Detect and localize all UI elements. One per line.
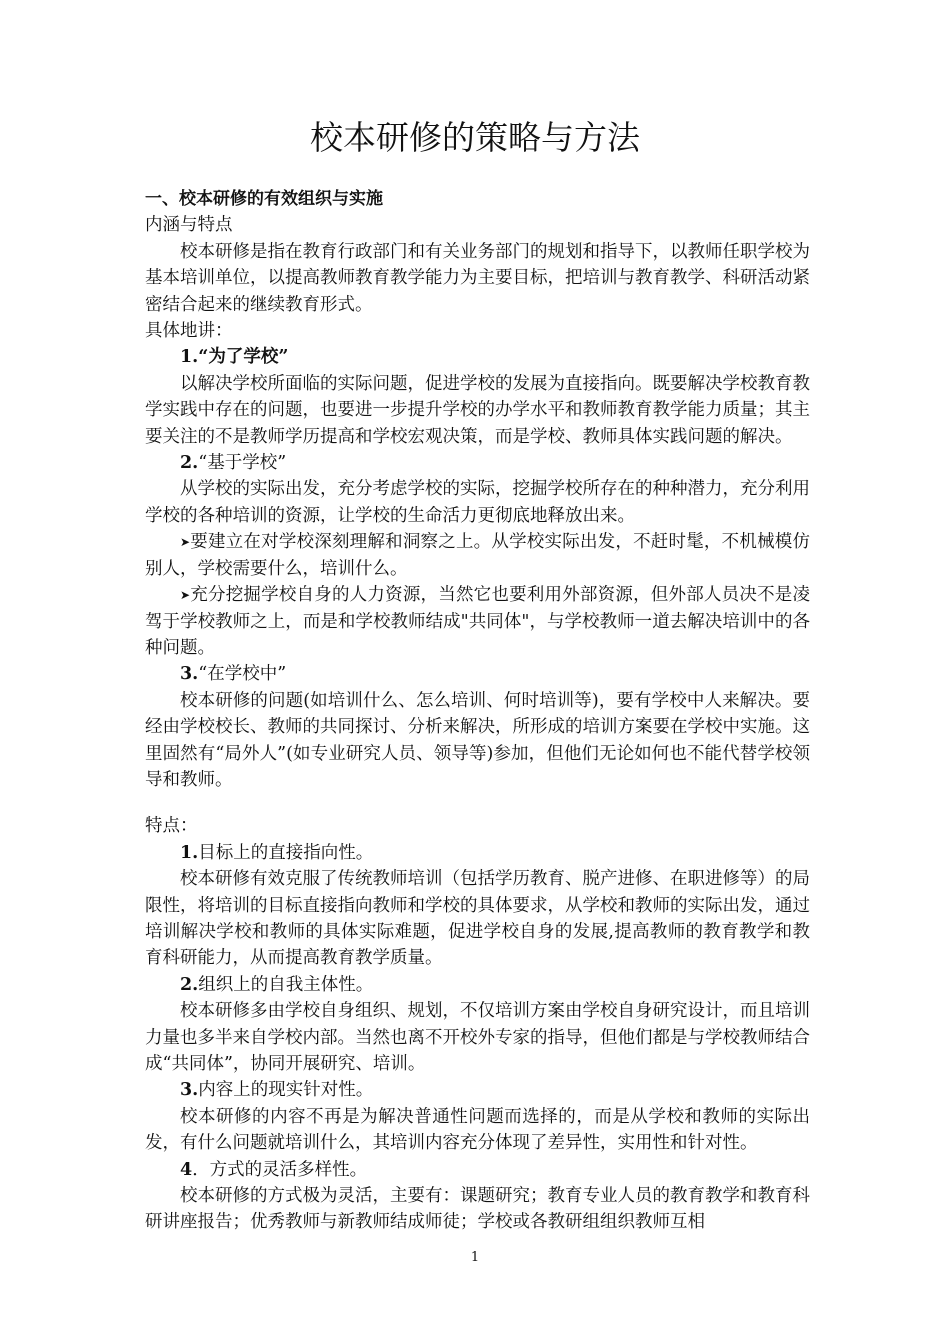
feature-number: 2. [180, 974, 199, 995]
item-title: “在学校中” [198, 664, 287, 685]
item-title: “为了学校” [198, 347, 289, 368]
bullet-text: 充分挖掘学校自身的人力资源，当然它也要利用外部资源，但外部人员决不是凌驾于学校教师之上，而是和学校教师结成"共同体"，与学校教师一道去解决培训中的各种问题。 [145, 585, 810, 658]
feature-number: 3. [180, 1080, 199, 1101]
feature-heading [145, 1157, 810, 1183]
definition-paragraph: 校本研修是指在教育行政部门和有关业务部门的规划和指导下，以教师任职学校为基本培训单位，以提高教师教育教学能力为主要目标，把培训与教育教学、科研活动紧密结合起来的继续教育形式。 [145, 241, 810, 315]
feature-title: 目标上的直接指向性。 [198, 842, 374, 863]
item-paragraph: 以解决学校所面临的实际问题，促进学校的发展为直接指向。既要解决学校教育教学实践中存在的问题，也要进一步提升学校的办学水平和教师教育教学能力质量；其主要关注的不是教师学历提高和学校宏观决策，而是学校、教师具体实践问题的解决。 [145, 373, 810, 447]
feature-number: 1. [180, 842, 199, 863]
sub-heading: 内涵与特点 [145, 215, 233, 236]
item-heading [145, 450, 810, 476]
bullet-paragraph [145, 529, 810, 582]
spacer [145, 793, 810, 813]
document-body [145, 186, 810, 1236]
feature-paragraph: 校本研修多由学校自身组织、规划，不仅培训方案由学校自身研究设计，而且培训力量也多半来自学校内部。当然也离不开校外专家的指导，但他们都是与学校教师结合成“共同体”，协同开展研究、培训。 [145, 1001, 810, 1074]
arrow-bullet-icon: ➤ [180, 535, 191, 550]
feature-paragraph: 校本研修有效克服了传统教师培训（包括学历教育、脱产进修、在职进修等）的局限性，将培训的目标直接指向教师和学校的具体要求，从学校和教师的实际出发，通过培训解决学校和教师的具体实际难题，促进学校自身的发展,提高教师的教育教学和教育科研能力，从而提高教育教学质量。 [145, 869, 810, 969]
arrow-bullet-icon: ➤ [180, 588, 191, 603]
item-number: 2. [180, 453, 199, 474]
item-heading [145, 344, 810, 370]
specifically-label: 具体地讲： [145, 321, 233, 342]
item-title: “基于学校” [198, 453, 287, 474]
bullet-paragraph [145, 582, 810, 661]
item-paragraph: 从学校的实际出发，充分考虑学校的实际，挖掘学校所存在的种种潜力，充分利用学校的各种培训的资源，让学校的生命活力更彻底地释放出来。 [145, 479, 810, 526]
feature-heading [145, 840, 810, 866]
feature-title: 组织上的自我主体性。 [198, 974, 374, 995]
page-number: 1 [470, 1250, 480, 1265]
feature-heading [145, 972, 810, 998]
feature-paragraph: 校本研修的方式极为灵活，主要有：课题研究；教育专业人员的教育教学和教育科研讲座报告；优秀教师与新教师结成师徒；学校或各教研组组织教师互相 [145, 1186, 810, 1233]
bullet-text: 要建立在对学校深刻理解和洞察之上。从学校实际出发，不赶时髦，不机械模仿别人，学校需要什么，培训什么。 [145, 532, 810, 579]
item-heading [145, 661, 810, 687]
item-number: 1. [180, 347, 199, 368]
feature-paragraph: 校本研修的内容不再是为解决普通性问题而选择的，而是从学校和教师的实际出发，有什么问题就培训什么，其培训内容充分体现了差异性，实用性和针对性。 [145, 1106, 810, 1154]
item-number: 3. [180, 664, 199, 685]
page-title: 校本研修的策略与方法 [310, 118, 640, 157]
item-paragraph: 校本研修的问题(如培训什么、怎么培训、何时培训等)，要有学校中人来解决。要经由学校校长、教师的共同探讨、分析来解决，所形成的培训方案要在学校中实施。这里固然有“局外人”(如专业研究人员、领导等)参加，但他们无论如何也不能代替学校领导和教师。 [145, 690, 810, 790]
feature-title: 内容上的现实针对性。 [198, 1080, 374, 1101]
features-label: 特点： [145, 816, 198, 837]
feature-number: 4 [180, 1159, 193, 1180]
feature-heading [145, 1077, 810, 1103]
feature-title: ．方式的灵活多样性。 [192, 1159, 368, 1180]
section-heading: 一、校本研修的有效组织与实施 [145, 189, 383, 209]
